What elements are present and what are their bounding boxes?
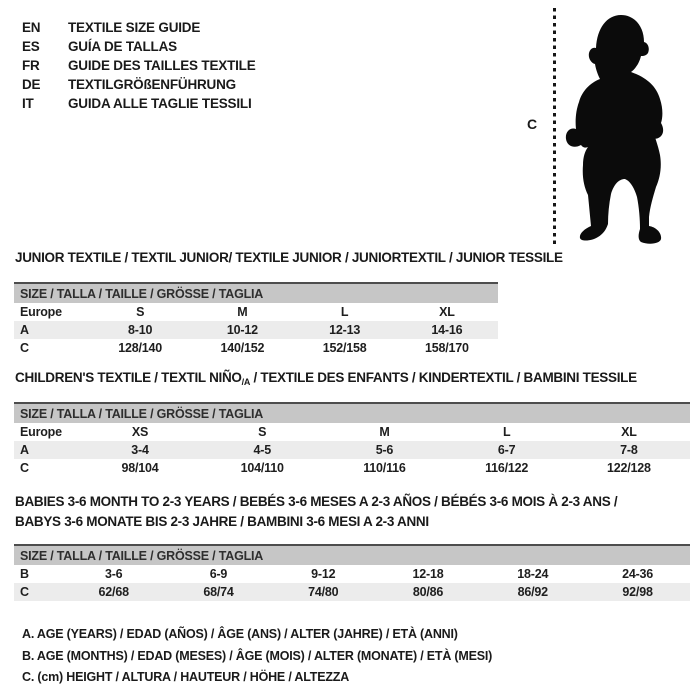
- table-row: [14, 583, 690, 601]
- size-value: 80/86: [376, 583, 481, 601]
- table-row: [14, 303, 498, 321]
- row-label: Europe: [20, 305, 62, 319]
- language-row: [22, 75, 256, 94]
- language-code: FR: [22, 58, 40, 73]
- children-section-title: [15, 370, 637, 387]
- language-row: [22, 18, 256, 37]
- size-value: 62/68: [61, 583, 166, 601]
- size-value: XS: [131, 425, 149, 439]
- size-value: 92/98: [585, 583, 690, 601]
- size-value: 74/80: [271, 583, 376, 601]
- table-row: [14, 459, 690, 477]
- table-row: [14, 423, 690, 441]
- size-value: 86/92: [480, 583, 585, 601]
- size-value: 6-9: [209, 567, 228, 581]
- language-title: GUIDE DES TAILLES TEXTILE: [68, 58, 256, 73]
- size-value: XL: [439, 305, 455, 319]
- children-title-text: / TEXTILE DES ENFANTS / KINDERTEXTIL / BAMBINI TESSILE: [250, 370, 637, 385]
- size-value: 4-5: [201, 441, 323, 459]
- size-value: M: [379, 425, 390, 439]
- size-value: 140/152: [220, 341, 265, 355]
- language-title: GUÍA DE TALLAS: [68, 39, 177, 54]
- size-header-row: [14, 545, 690, 565]
- size-value: M: [237, 305, 248, 319]
- size-value: 9-12: [311, 567, 336, 581]
- language-title: GUIDA ALLE TAGLIE TESSILI: [68, 96, 252, 111]
- size-value: 10-12: [191, 321, 293, 339]
- table-row: [14, 321, 498, 339]
- row-label: A: [14, 441, 79, 459]
- size-value: 12-18: [412, 567, 444, 581]
- row-label: A: [14, 321, 89, 339]
- table-row: [14, 441, 690, 459]
- language-code: EN: [22, 20, 41, 35]
- legend-note: B. AGE (MONTHS) / EDAD (MESES) / ÂGE (MOIS) / ALTER (MONATE) / ETÀ (MESI): [22, 648, 493, 663]
- children-title-subscript: /A: [241, 377, 251, 387]
- size-value: 110/116: [363, 461, 406, 475]
- size-value: 7-8: [568, 441, 690, 459]
- legend-notes: [22, 624, 492, 689]
- size-value: 6-7: [446, 441, 568, 459]
- size-header-label: SIZE / TALLA / TAILLE / GRÖSSE / TAGLIA: [14, 545, 690, 565]
- row-label: Europe: [20, 425, 62, 439]
- size-value: 98/104: [121, 461, 159, 475]
- row-label: C: [20, 341, 29, 355]
- size-header-label: SIZE / TALLA / TAILLE / GRÖSSE / TAGLIA: [14, 403, 690, 423]
- size-header-label: SIZE / TALLA / TAILLE / GRÖSSE / TAGLIA: [14, 283, 498, 303]
- junior-section-title: JUNIOR TEXTILE / TEXTIL JUNIOR/ TEXTILE JUNIOR / JUNIORTEXTIL / JUNIOR TESSILE: [15, 250, 563, 265]
- language-row: [22, 94, 256, 113]
- junior-size-table: [14, 282, 498, 357]
- language-title: TEXTILE SIZE GUIDE: [68, 20, 201, 35]
- size-value: 18-24: [517, 567, 549, 581]
- size-header-row: [14, 403, 690, 423]
- size-value: 158/170: [424, 341, 469, 355]
- row-label: B: [20, 567, 29, 581]
- height-measure-dotted-line: [553, 8, 556, 245]
- size-value: 104/110: [240, 461, 284, 475]
- size-value: 12-13: [293, 321, 395, 339]
- children-size-table: [14, 402, 690, 477]
- babies-title-line: BABIES 3-6 MONTH TO 2-3 YEARS / BEBÉS 3-6 MESES A 2-3 AÑOS / BÉBÉS 3-6 MOIS À 2-3 ANS /: [15, 494, 618, 509]
- row-label: C: [14, 583, 61, 601]
- language-code: IT: [22, 96, 34, 111]
- size-value: 5-6: [323, 441, 445, 459]
- size-value: 24-36: [622, 567, 654, 581]
- size-value: L: [502, 425, 511, 439]
- size-value: 3-4: [79, 441, 201, 459]
- children-title-text: CHILDREN'S TEXTILE / TEXTIL NIÑO: [15, 370, 242, 385]
- babies-title-line: BABYS 3-6 MONATE BIS 2-3 JAHRE / BAMBINI 3-6 MESI A 2-3 ANNI: [15, 514, 429, 529]
- size-value: XL: [621, 425, 637, 439]
- table-row: [14, 339, 498, 357]
- language-row: [22, 37, 256, 56]
- size-value: 128/140: [118, 341, 163, 355]
- babies-section-title: [15, 492, 617, 532]
- size-value: 152/158: [322, 341, 367, 355]
- language-row: [22, 56, 256, 75]
- language-title-list: [22, 18, 256, 113]
- size-value: S: [136, 305, 145, 319]
- size-value: 122/128: [606, 461, 651, 475]
- babies-size-table: [14, 544, 690, 601]
- row-label: C: [20, 461, 29, 475]
- size-value: L: [340, 305, 349, 319]
- toddler-silhouette-icon: [559, 7, 671, 247]
- size-value: 116/122: [485, 461, 529, 475]
- table-row: [14, 565, 690, 583]
- size-value: 8-10: [89, 321, 191, 339]
- language-title: TEXTILGRÖßENFÜHRUNG: [68, 77, 236, 92]
- height-measure-label: C: [527, 116, 538, 132]
- size-value: 14-16: [396, 321, 498, 339]
- size-value: S: [258, 425, 267, 439]
- legend-note: C. (cm) HEIGHT / ALTURA / HAUTEUR / HÖHE / ALTEZZA: [22, 670, 350, 684]
- size-header-row: [14, 283, 498, 303]
- size-value: 3-6: [104, 567, 123, 581]
- size-value: 68/74: [166, 583, 271, 601]
- language-code: DE: [22, 77, 41, 92]
- language-code: ES: [22, 39, 40, 54]
- legend-note: A. AGE (YEARS) / EDAD (AÑOS) / ÂGE (ANS) / ALTER (JAHRE) / ETÀ (ANNI): [22, 627, 458, 641]
